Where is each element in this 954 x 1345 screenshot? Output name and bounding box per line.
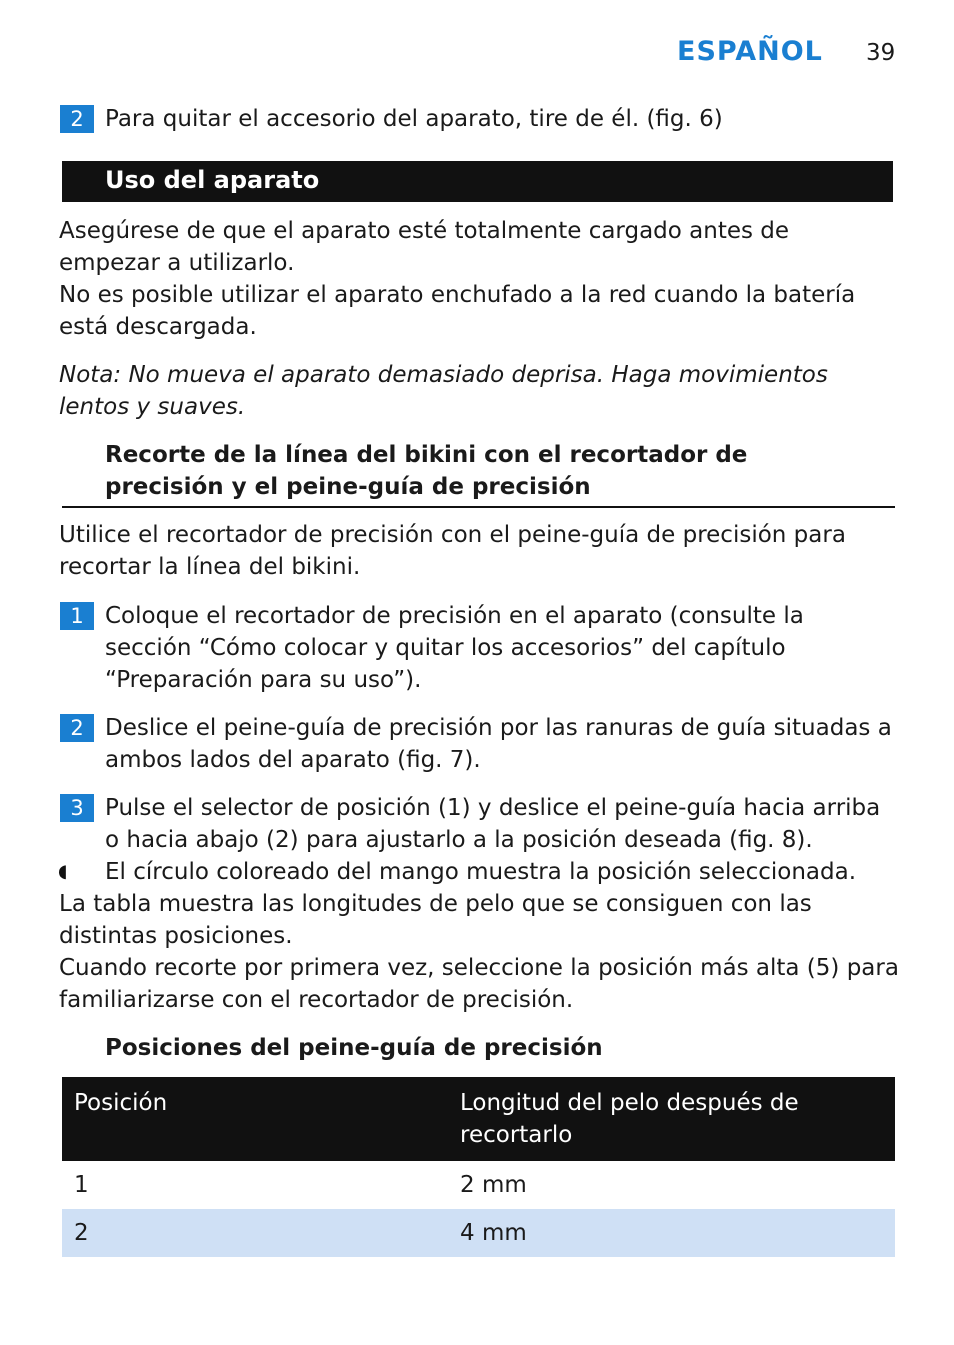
table-cell: 1 [74,1172,89,1198]
step-number: 2 [60,714,94,742]
paragraph: No es posible utilizar el aparato enchufado a la red cuando la batería está descargada. [59,282,856,340]
section-title: Uso del aparato [105,166,320,194]
table-title: Posiciones del peine-guía de precisión [105,1035,603,1061]
step-number: 2 [60,105,94,133]
paragraph: Utilice el recortador de precisión con el peine-guía de precisión para recortar la línea del bikini. [59,522,846,580]
page-number: 39 [866,40,896,66]
step-number: 1 [60,602,94,630]
column-header: Longitud del pelo después de recortarlo [448,1077,895,1161]
table-row [62,1209,895,1257]
section-header [62,161,893,202]
step-text: Coloque el recortador de precisión en el aparato (consulte la sección “Cómo colocar y quitar los accesorios” del capítulo “Preparación para su uso”). [105,603,804,693]
paragraph: La tabla muestra las longitudes de pelo que se consiguen con las distintas posiciones. [59,891,812,949]
table-cell: 2 [62,1209,448,1257]
subsection-title: Recorte de la línea del bikini con el recortador de precisión y el peine-guía de precisión [105,442,748,500]
table-row [62,1161,895,1209]
paragraph: Asegúrese de que el aparato esté totalmente cargado antes de empezar a utilizarlo. [59,218,790,276]
positions-table [62,1077,895,1257]
table-header-row [62,1077,895,1161]
result-text: El círculo coloreado del mango muestra la posición seleccionada. [105,859,857,885]
paragraph: Cuando recorte por primera vez, seleccione la posición más alta (5) para familiarizarse con el recortador de precisión. [59,955,899,1013]
column-header: Posición [62,1077,448,1161]
table-cell: 2 mm [460,1172,527,1198]
divider [62,506,895,508]
step-number: 3 [60,794,94,822]
table-cell: 4 mm [448,1209,895,1257]
language-label: ESPAÑOL [677,36,823,67]
note: Nota: No mueva el aparato demasiado deprisa. Haga movimientos lentos y suaves. [59,362,828,420]
step-text: Pulse el selector de posición (1) y deslice el peine-guía hacia arriba o hacia abajo (2) para ajustarlo a la posición deseada (fig. 8). [105,795,881,853]
step-text: Deslice el peine-guía de precisión por las ranuras de guía situadas a ambos lados del aparato (fig. 7). [105,715,892,773]
step-text: Para quitar el accesorio del aparato, tire de él. (fig. 6) [105,106,723,132]
result-bullet-icon: ◖ [58,861,68,882]
